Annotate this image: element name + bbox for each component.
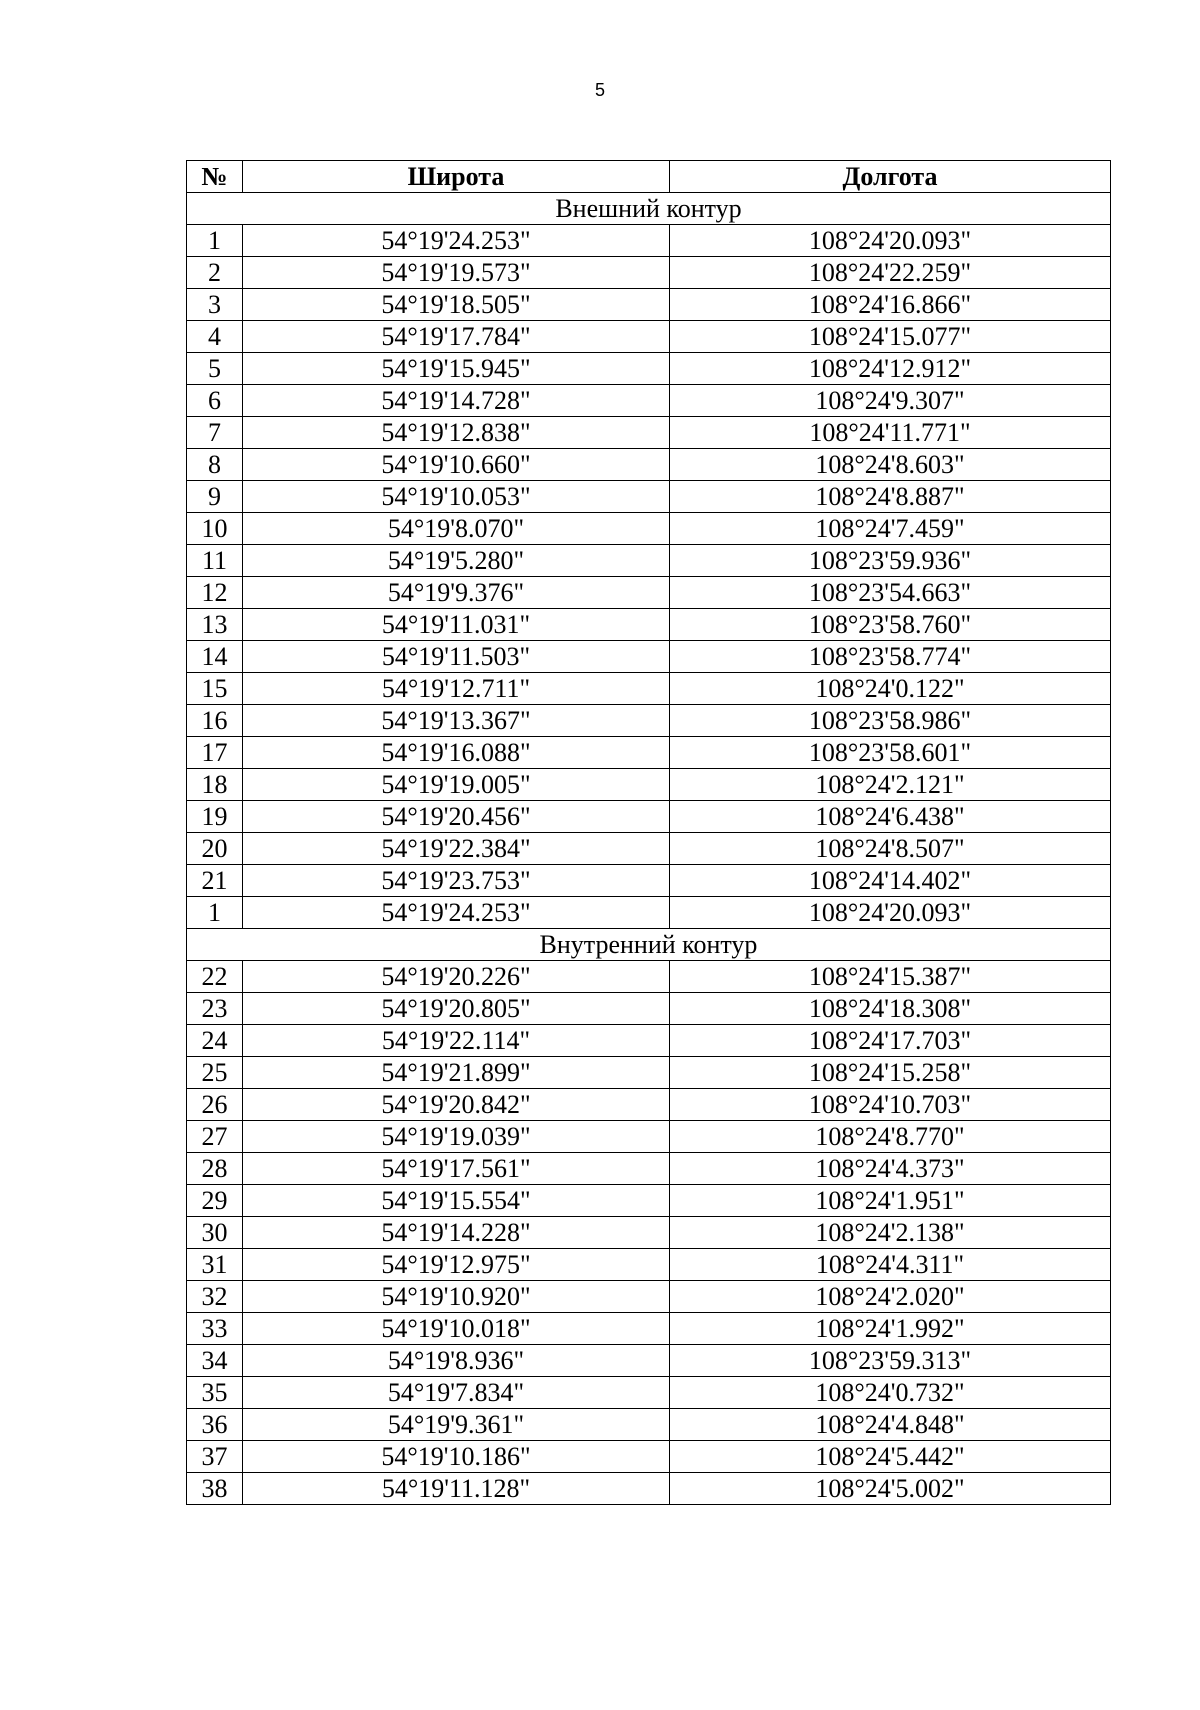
longitude-cell: 108°24'22.259" [670,257,1111,289]
latitude-cell: 54°19'8.070" [243,513,670,545]
table-row [187,1281,1111,1313]
table-row [187,1121,1111,1153]
latitude-cell: 54°19'19.573" [243,257,670,289]
longitude-cell: 108°24'8.770" [670,1121,1111,1153]
table-row [187,1057,1111,1089]
table-row [187,1313,1111,1345]
table-row [187,321,1111,353]
point-number-cell: 28 [187,1153,243,1185]
latitude-cell: 54°19'16.088" [243,737,670,769]
longitude-cell: 108°24'4.373" [670,1153,1111,1185]
longitude-cell: 108°24'2.138" [670,1217,1111,1249]
table-row [187,673,1111,705]
longitude-cell: 108°24'20.093" [670,897,1111,929]
table-row [187,225,1111,257]
latitude-cell: 54°19'24.253" [243,225,670,257]
longitude-cell: 108°23'59.936" [670,545,1111,577]
longitude-cell: 108°24'17.703" [670,1025,1111,1057]
point-number-cell: 20 [187,833,243,865]
table-row [187,353,1111,385]
table-row [187,481,1111,513]
latitude-cell: 54°19'7.834" [243,1377,670,1409]
table-row [187,1025,1111,1057]
latitude-cell: 54°19'21.899" [243,1057,670,1089]
point-number-cell: 14 [187,641,243,673]
latitude-cell: 54°19'23.753" [243,865,670,897]
longitude-cell: 108°24'2.121" [670,769,1111,801]
table-row [187,449,1111,481]
point-number-cell: 11 [187,545,243,577]
table-row [187,1473,1111,1505]
point-number-cell: 31 [187,1249,243,1281]
longitude-cell: 108°24'5.442" [670,1441,1111,1473]
longitude-cell: 108°24'6.438" [670,801,1111,833]
point-number-cell: 38 [187,1473,243,1505]
latitude-cell: 54°19'9.376" [243,577,670,609]
longitude-cell: 108°24'15.258" [670,1057,1111,1089]
longitude-cell: 108°24'14.402" [670,865,1111,897]
table-row [187,737,1111,769]
point-number-cell: 17 [187,737,243,769]
latitude-cell: 54°19'17.784" [243,321,670,353]
latitude-cell: 54°19'15.554" [243,1185,670,1217]
table-row [187,1377,1111,1409]
point-number-cell: 33 [187,1313,243,1345]
longitude-cell: 108°24'4.311" [670,1249,1111,1281]
point-number-cell: 6 [187,385,243,417]
longitude-cell: 108°24'8.603" [670,449,1111,481]
section-header-row [187,929,1111,961]
longitude-cell: 108°24'1.992" [670,1313,1111,1345]
longitude-cell: 108°23'54.663" [670,577,1111,609]
latitude-cell: 54°19'11.503" [243,641,670,673]
table-row [187,545,1111,577]
latitude-cell: 54°19'12.838" [243,417,670,449]
table-row [187,1249,1111,1281]
point-number-cell: 12 [187,577,243,609]
table-row [187,801,1111,833]
point-number-cell: 23 [187,993,243,1025]
latitude-cell: 54°19'10.186" [243,1441,670,1473]
point-number-cell: 3 [187,289,243,321]
latitude-cell: 54°19'12.711" [243,673,670,705]
table-row [187,641,1111,673]
header-longitude: Долгота [670,161,1111,193]
point-number-cell: 8 [187,449,243,481]
table-row [187,257,1111,289]
table-row [187,1345,1111,1377]
table-row [187,865,1111,897]
latitude-cell: 54°19'8.936" [243,1345,670,1377]
longitude-cell: 108°24'0.732" [670,1377,1111,1409]
latitude-cell: 54°19'5.280" [243,545,670,577]
point-number-cell: 27 [187,1121,243,1153]
longitude-cell: 108°24'15.077" [670,321,1111,353]
point-number-cell: 34 [187,1345,243,1377]
latitude-cell: 54°19'14.228" [243,1217,670,1249]
longitude-cell: 108°24'8.507" [670,833,1111,865]
latitude-cell: 54°19'17.561" [243,1153,670,1185]
longitude-cell: 108°23'58.601" [670,737,1111,769]
table-row [187,1441,1111,1473]
point-number-cell: 13 [187,609,243,641]
table-row [187,961,1111,993]
latitude-cell: 54°19'22.384" [243,833,670,865]
point-number-cell: 37 [187,1441,243,1473]
point-number-cell: 1 [187,225,243,257]
latitude-cell: 54°19'24.253" [243,897,670,929]
point-number-cell: 35 [187,1377,243,1409]
longitude-cell: 108°24'12.912" [670,353,1111,385]
table-row [187,289,1111,321]
longitude-cell: 108°24'11.771" [670,417,1111,449]
longitude-cell: 108°24'7.459" [670,513,1111,545]
table-row [187,385,1111,417]
longitude-cell: 108°24'0.122" [670,673,1111,705]
table-header-row [187,161,1111,193]
section-title: Внешний контур [187,193,1111,225]
latitude-cell: 54°19'11.031" [243,609,670,641]
longitude-cell: 108°24'5.002" [670,1473,1111,1505]
longitude-cell: 108°24'15.387" [670,961,1111,993]
table-row [187,417,1111,449]
latitude-cell: 54°19'20.226" [243,961,670,993]
latitude-cell: 54°19'20.842" [243,1089,670,1121]
table-row [187,993,1111,1025]
latitude-cell: 54°19'19.005" [243,769,670,801]
latitude-cell: 54°19'10.053" [243,481,670,513]
latitude-cell: 54°19'14.728" [243,385,670,417]
longitude-cell: 108°24'10.703" [670,1089,1111,1121]
header-number: № [187,161,243,193]
page-number: 5 [594,80,605,100]
table-row [187,513,1111,545]
point-number-cell: 25 [187,1057,243,1089]
point-number-cell: 30 [187,1217,243,1249]
section-header-row [187,193,1111,225]
table-row [187,1217,1111,1249]
latitude-cell: 54°19'10.920" [243,1281,670,1313]
table-row [187,609,1111,641]
point-number-cell: 36 [187,1409,243,1441]
latitude-cell: 54°19'20.456" [243,801,670,833]
point-number-cell: 2 [187,257,243,289]
point-number-cell: 5 [187,353,243,385]
latitude-cell: 54°19'22.114" [243,1025,670,1057]
point-number-cell: 26 [187,1089,243,1121]
point-number-cell: 18 [187,769,243,801]
point-number-cell: 10 [187,513,243,545]
table-row [187,769,1111,801]
point-number-cell: 21 [187,865,243,897]
table-body [187,193,1111,1505]
latitude-cell: 54°19'13.367" [243,705,670,737]
header-latitude: Широта [243,161,670,193]
table-row [187,1153,1111,1185]
longitude-cell: 108°24'18.308" [670,993,1111,1025]
point-number-cell: 24 [187,1025,243,1057]
table-row [187,833,1111,865]
latitude-cell: 54°19'9.361" [243,1409,670,1441]
longitude-cell: 108°24'2.020" [670,1281,1111,1313]
section-title: Внутренний контур [187,929,1111,961]
table-row [187,1409,1111,1441]
latitude-cell: 54°19'19.039" [243,1121,670,1153]
latitude-cell: 54°19'11.128" [243,1473,670,1505]
table-row [187,897,1111,929]
table-row [187,1185,1111,1217]
coordinates-table [186,160,1111,1505]
longitude-cell: 108°23'58.760" [670,609,1111,641]
point-number-cell: 19 [187,801,243,833]
longitude-cell: 108°24'4.848" [670,1409,1111,1441]
longitude-cell: 108°24'1.951" [670,1185,1111,1217]
point-number-cell: 15 [187,673,243,705]
longitude-cell: 108°23'58.774" [670,641,1111,673]
latitude-cell: 54°19'20.805" [243,993,670,1025]
longitude-cell: 108°24'20.093" [670,225,1111,257]
point-number-cell: 1 [187,897,243,929]
point-number-cell: 7 [187,417,243,449]
latitude-cell: 54°19'12.975" [243,1249,670,1281]
point-number-cell: 32 [187,1281,243,1313]
longitude-cell: 108°24'9.307" [670,385,1111,417]
latitude-cell: 54°19'10.018" [243,1313,670,1345]
table-row [187,577,1111,609]
point-number-cell: 29 [187,1185,243,1217]
point-number-cell: 22 [187,961,243,993]
longitude-cell: 108°24'16.866" [670,289,1111,321]
latitude-cell: 54°19'10.660" [243,449,670,481]
longitude-cell: 108°23'58.986" [670,705,1111,737]
table-row [187,1089,1111,1121]
longitude-cell: 108°24'8.887" [670,481,1111,513]
latitude-cell: 54°19'15.945" [243,353,670,385]
point-number-cell: 4 [187,321,243,353]
longitude-cell: 108°23'59.313" [670,1345,1111,1377]
point-number-cell: 9 [187,481,243,513]
table-row [187,705,1111,737]
point-number-cell: 16 [187,705,243,737]
latitude-cell: 54°19'18.505" [243,289,670,321]
